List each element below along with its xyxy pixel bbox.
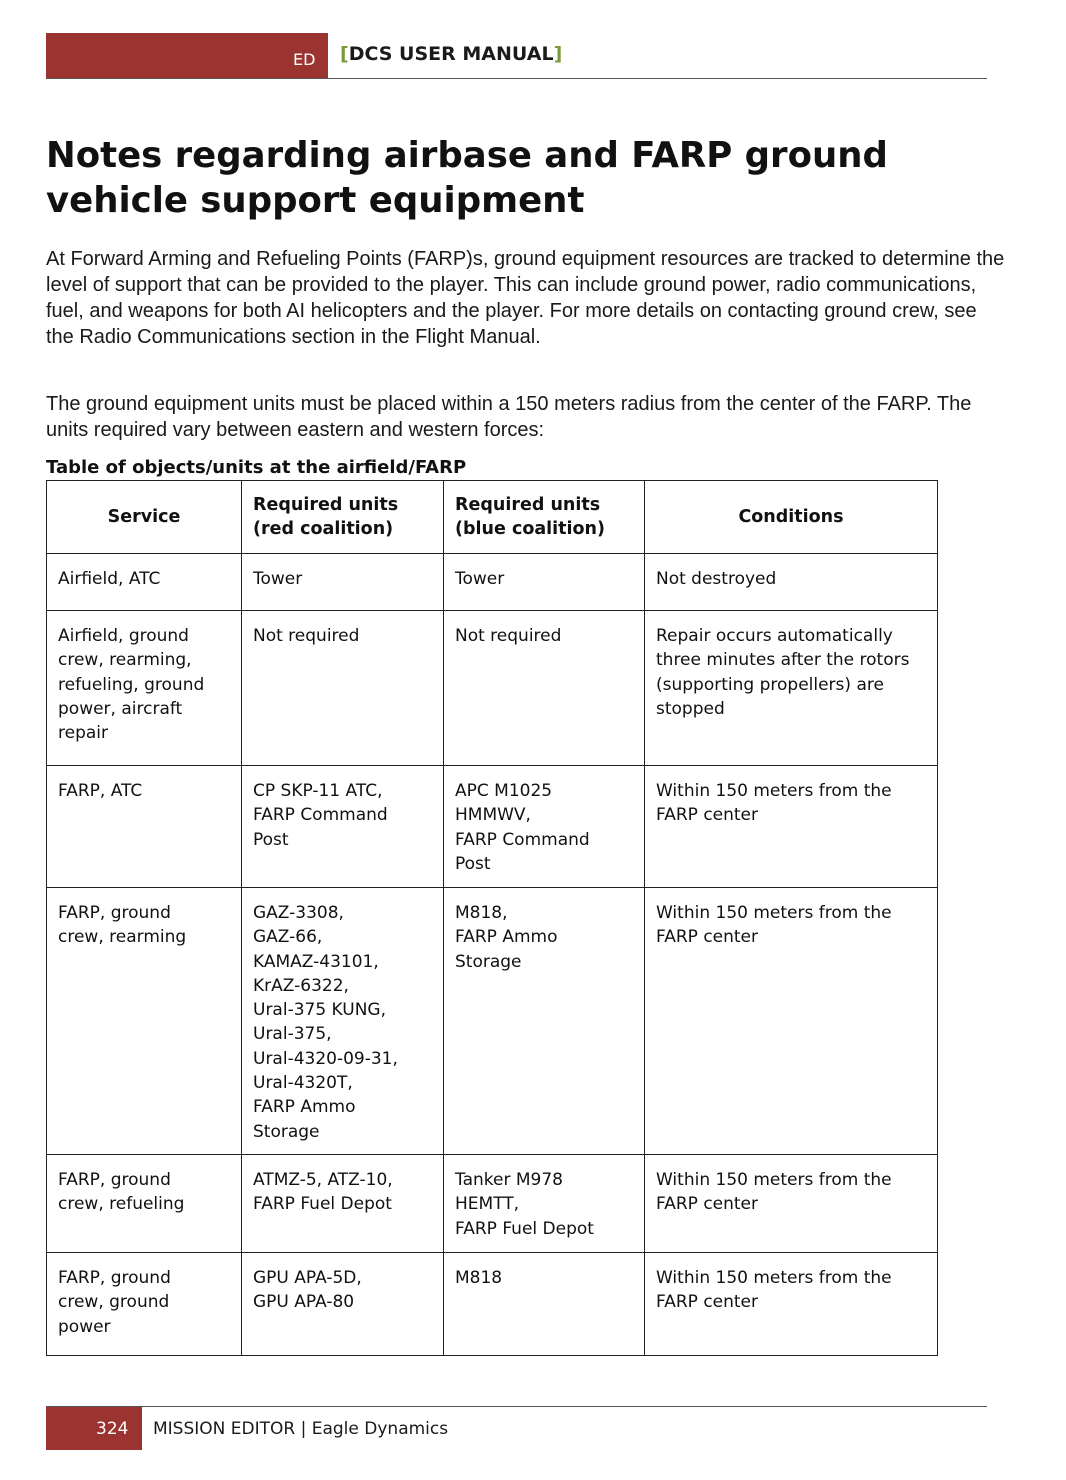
- cell-line: FARP Command: [455, 829, 590, 850]
- cell-line: Post: [253, 829, 289, 850]
- cell-line: three minutes after the rotors: [656, 650, 910, 671]
- cell-red: [242, 1253, 444, 1356]
- cell-line: Not required: [455, 626, 562, 646]
- cell-line: Storage: [455, 951, 522, 972]
- cell-line: Within 150 meters from the: [656, 1268, 892, 1288]
- cell-line: crew, refueling: [58, 1194, 185, 1215]
- header-service: Service: [47, 481, 242, 554]
- cell-conditions: [645, 766, 938, 888]
- cell-line: FARP center: [656, 805, 759, 826]
- table-caption: Table of objects/units at the airfield/FARP: [46, 457, 467, 478]
- cell-line: HMMWV,: [455, 805, 531, 826]
- cell-blue: [444, 1253, 645, 1356]
- table-header-row: [47, 481, 938, 554]
- cell-line: repair: [58, 723, 108, 744]
- cell-line: Within 150 meters from the: [656, 781, 892, 801]
- header-red-line-2: (red coalition): [253, 519, 394, 539]
- cell-red: [242, 888, 444, 1155]
- cell-red: [242, 554, 444, 611]
- cell-line: stopped: [656, 698, 725, 719]
- cell-line: Post: [455, 853, 491, 874]
- cell-line: Ural-375 KUNG,: [253, 1000, 386, 1021]
- cell-line: Storage: [253, 1121, 320, 1142]
- cell-line: Airfield, ground: [58, 626, 189, 646]
- cell-line: power: [58, 1316, 111, 1337]
- cell-line: Tower: [253, 569, 303, 589]
- header-rule: [46, 78, 987, 79]
- header-tag: ED: [293, 50, 316, 69]
- header-red-coalition: [242, 481, 444, 554]
- cell-line: Repair occurs automatically: [656, 626, 893, 646]
- header-title-text: DCS USER MANUAL: [348, 43, 554, 65]
- cell-line: Ural-375,: [253, 1024, 332, 1045]
- cell-blue: [444, 766, 645, 888]
- cell-line: FARP center: [656, 1194, 759, 1215]
- cell-line: Airfield, ATC: [58, 569, 161, 589]
- cell-line: M818: [455, 1268, 503, 1288]
- cell-line: FARP, ground: [58, 903, 171, 923]
- cell-conditions: [645, 611, 938, 766]
- table-body: [47, 554, 938, 1356]
- cell-blue: [444, 1155, 645, 1253]
- cell-line: GAZ-66,: [253, 927, 323, 948]
- header-blue-line-2: (blue coalition): [455, 519, 605, 539]
- objects-table: [46, 480, 938, 1356]
- cell-line: FARP Ammo: [253, 1097, 356, 1118]
- cell-line: GAZ-3308,: [253, 903, 344, 923]
- cell-line: GPU APA-5D,: [253, 1268, 362, 1288]
- cell-red: [242, 611, 444, 766]
- cell-service: [47, 554, 242, 611]
- cell-line: crew, ground: [58, 1292, 170, 1313]
- placement-paragraph: The ground equipment units must be placed within a 150 meters radius from the center of the FARP. The units required vary between eastern and western forces:: [46, 393, 972, 441]
- intro-paragraph: At Forward Arming and Refueling Points (FARP)s, ground equipment resources are tracked to determine the level of support that can be provided to the player. This can include ground power, radio communications, fuel, and weapons for both AI helicopters and the player. For more details on contacting ground crew, see the Radio Communications section in the Flight Manual.: [46, 248, 1005, 348]
- cell-line: FARP center: [656, 1292, 759, 1313]
- cell-line: refueling, ground: [58, 674, 205, 695]
- cell-conditions: [645, 554, 938, 611]
- cell-line: CP SKP-11 ATC,: [253, 781, 383, 801]
- cell-line: HEMTT,: [455, 1194, 520, 1215]
- cell-line: FARP, ATC: [58, 781, 143, 801]
- cell-blue: [444, 554, 645, 611]
- cell-line: KAMAZ-43101,: [253, 951, 379, 972]
- cell-service: [47, 766, 242, 888]
- cell-line: FARP, ground: [58, 1268, 171, 1288]
- cell-line: Ural-4320T,: [253, 1073, 353, 1094]
- footer-rule: [46, 1406, 987, 1407]
- cell-line: APC M1025: [455, 781, 553, 801]
- header-accent-bar: [46, 33, 328, 78]
- cell-line: M818,: [455, 903, 508, 923]
- table-row: [47, 611, 938, 766]
- cell-service: [47, 1155, 242, 1253]
- header-blue-coalition: [444, 481, 645, 554]
- cell-red: [242, 766, 444, 888]
- cell-service: [47, 888, 242, 1155]
- cell-line: Not destroyed: [656, 569, 777, 589]
- cell-conditions: [645, 888, 938, 1155]
- cell-red: [242, 1155, 444, 1253]
- cell-conditions: [645, 1155, 938, 1253]
- cell-line: Tower: [455, 569, 505, 589]
- cell-service: [47, 1253, 242, 1356]
- table-row: [47, 554, 938, 611]
- table-row: [47, 1253, 938, 1356]
- cell-line: ATMZ-5, ATZ-10,: [253, 1170, 393, 1190]
- table-row: [47, 888, 938, 1155]
- cell-blue: [444, 888, 645, 1155]
- page-number: 324: [96, 1419, 129, 1439]
- cell-line: FARP center: [656, 927, 759, 948]
- cell-line: Within 150 meters from the: [656, 1170, 892, 1190]
- cell-line: GPU APA-80: [253, 1292, 355, 1313]
- table-row: [47, 766, 938, 888]
- header-blue-line-1: Required units: [455, 495, 601, 515]
- section-title: Notes regarding airbase and FARP ground vehicle support equipment: [46, 135, 888, 221]
- header-bracket-close: ]: [553, 43, 563, 65]
- cell-service: [47, 611, 242, 766]
- cell-line: crew, rearming,: [58, 650, 192, 671]
- cell-line: FARP, ground: [58, 1170, 171, 1190]
- cell-line: Tanker M978: [455, 1170, 563, 1190]
- footer-text: MISSION EDITOR | Eagle Dynamics: [153, 1419, 449, 1439]
- cell-line: crew, rearming: [58, 927, 187, 948]
- header-conditions: Conditions: [645, 481, 938, 554]
- cell-line: FARP Ammo: [455, 927, 558, 948]
- header-red-line-1: Required units: [253, 495, 399, 515]
- cell-conditions: [645, 1253, 938, 1356]
- cell-line: FARP Command: [253, 805, 388, 826]
- cell-line: power, aircraft: [58, 698, 183, 719]
- header-bracket-open: [: [340, 43, 349, 65]
- cell-line: FARP Fuel Depot: [253, 1194, 392, 1215]
- cell-line: Within 150 meters from the: [656, 903, 892, 923]
- header-title: [340, 43, 562, 65]
- cell-line: (supporting propellers) are: [656, 674, 884, 695]
- table-row: [47, 1155, 938, 1253]
- cell-line: Ural-4320-09-31,: [253, 1048, 398, 1069]
- cell-line: FARP Fuel Depot: [455, 1218, 594, 1239]
- cell-line: Not required: [253, 626, 360, 646]
- cell-blue: [444, 611, 645, 766]
- cell-line: KrAZ-6322,: [253, 975, 349, 996]
